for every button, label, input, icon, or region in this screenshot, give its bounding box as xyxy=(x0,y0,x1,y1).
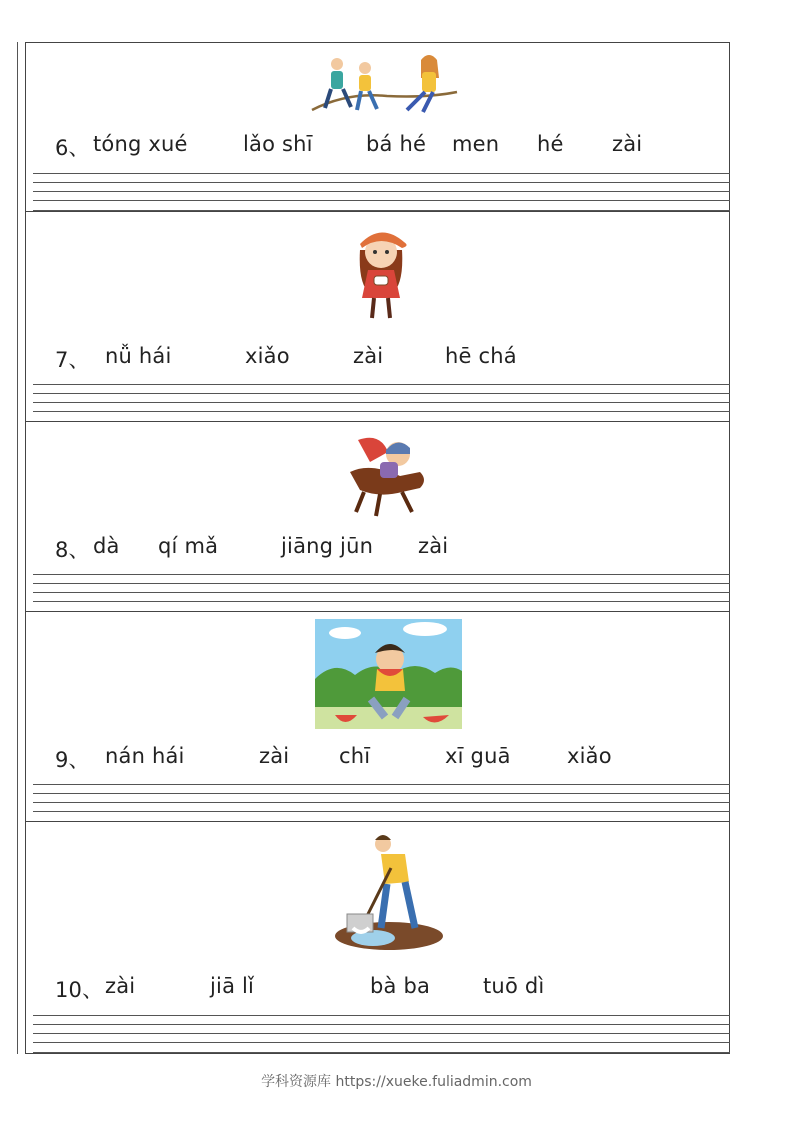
pinyin-word: chī xyxy=(339,744,371,768)
footer-watermark: 学科资源库 https://xueke.fuliadmin.com xyxy=(261,1074,532,1090)
item-number: 8、 xyxy=(55,538,90,562)
item-number: 10、 xyxy=(55,978,104,1002)
pinyin-word: nǚ hái xyxy=(105,344,172,368)
girl-drinking-tea-illustration xyxy=(350,224,412,324)
pinyin-word: zài xyxy=(418,534,449,558)
exercise-row-6 xyxy=(25,42,730,212)
pinyin-word: tóng xué xyxy=(93,132,188,156)
item-number: 7、 xyxy=(55,348,90,372)
pinyin-word: zài xyxy=(105,974,136,998)
pinyin-word: zài xyxy=(612,132,643,156)
writing-lines[interactable] xyxy=(33,784,730,822)
writing-lines[interactable] xyxy=(33,1015,730,1053)
pinyin-word: qí mǎ xyxy=(158,534,219,558)
pinyin-word: xiǎo xyxy=(245,344,290,368)
pinyin-word: lǎo shī xyxy=(243,132,313,156)
writing-lines[interactable] xyxy=(33,384,730,422)
outer-margin-line xyxy=(17,42,18,1054)
item-number: 6、 xyxy=(55,136,90,160)
pinyin-word: dà xyxy=(93,534,120,558)
writing-lines[interactable] xyxy=(33,574,730,612)
pinyin-word: zài xyxy=(259,744,290,768)
exercise-row-7 xyxy=(25,212,730,422)
father-mopping-floor-illustration xyxy=(333,832,449,954)
pinyin-word: hé xyxy=(537,132,564,156)
pinyin-word: zài xyxy=(353,344,384,368)
pinyin-word: xiǎo xyxy=(567,744,612,768)
exercise-row-10 xyxy=(25,822,730,1054)
pinyin-word: bá hé xyxy=(366,132,427,156)
exercise-row-8 xyxy=(25,422,730,612)
general-riding-horse-illustration xyxy=(340,432,432,520)
pinyin-word: nán hái xyxy=(105,744,185,768)
pinyin-word: bà ba xyxy=(370,974,431,998)
writing-lines[interactable] xyxy=(33,173,730,211)
pinyin-word: tuō dì xyxy=(483,974,545,998)
tug-of-war-illustration xyxy=(307,52,467,118)
item-number: 9、 xyxy=(55,748,90,772)
pinyin-word: hē chá xyxy=(445,344,517,368)
pinyin-word: jiāng jūn xyxy=(281,534,374,558)
boy-eating-watermelon-illustration xyxy=(315,619,462,729)
pinyin-word: jiā lǐ xyxy=(210,974,255,998)
exercise-row-9 xyxy=(25,612,730,822)
pinyin-word: xī guā xyxy=(445,744,511,768)
pinyin-word: men xyxy=(452,132,500,156)
